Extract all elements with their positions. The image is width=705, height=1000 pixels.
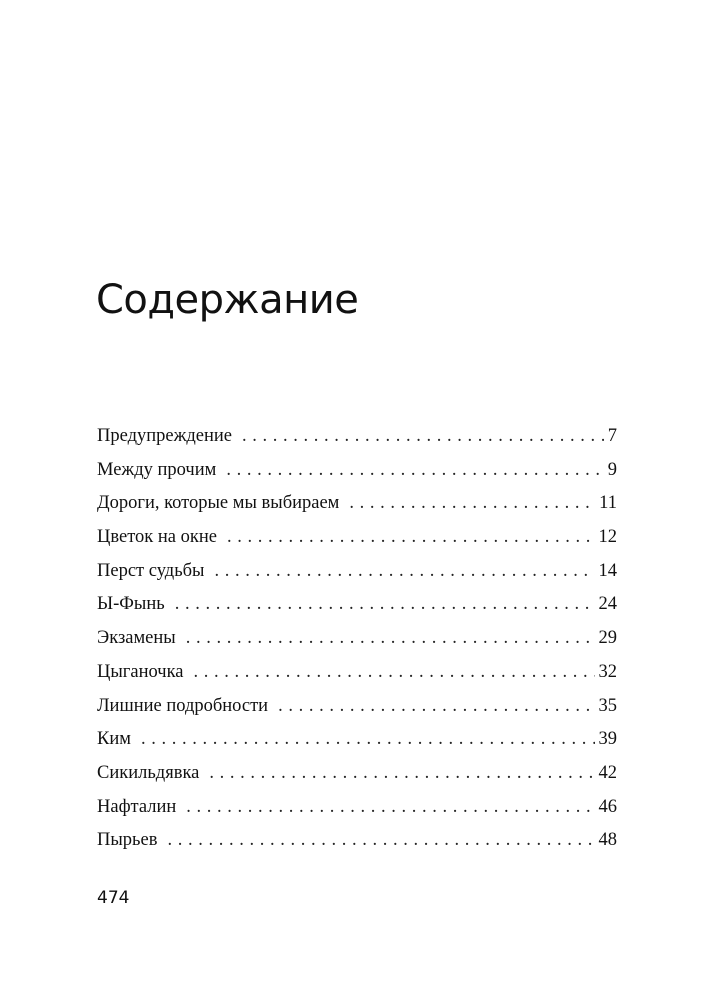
toc-entry-page: 14	[598, 560, 617, 581]
toc-entry	[97, 521, 617, 555]
toc-entry-page: 48	[598, 830, 617, 851]
toc-dot-leader	[186, 622, 595, 656]
toc-dot-leader	[175, 588, 595, 622]
toc-entry	[97, 555, 617, 589]
toc-entry	[97, 656, 617, 690]
toc-entry-page: 12	[598, 527, 617, 548]
toc-entry-page: 35	[598, 695, 617, 716]
toc-entry-title: Экзамены	[97, 628, 176, 649]
page-number: 474	[97, 888, 130, 908]
toc-entry-page: 7	[607, 426, 617, 446]
toc-entry-title: Дороги, которые мы выбираем	[97, 493, 340, 514]
toc-entry-page: 32	[598, 661, 617, 682]
toc-entry	[97, 723, 617, 757]
toc-entry	[97, 487, 617, 521]
toc-entry-title: Цветок на окне	[97, 527, 217, 548]
toc-dot-leader	[278, 690, 594, 724]
toc-dot-leader	[215, 555, 595, 589]
toc-entry-page: 39	[598, 729, 617, 750]
toc-entry	[97, 588, 617, 622]
toc-entry-page: 11	[599, 493, 617, 514]
toc-dot-leader	[227, 521, 595, 555]
toc-entry-title: Цыганочка	[97, 661, 184, 682]
toc-entry	[97, 420, 617, 454]
toc-entry	[97, 622, 617, 656]
table-of-contents	[97, 420, 617, 858]
toc-dot-leader	[186, 791, 594, 825]
toc-entry-page: 42	[598, 762, 617, 783]
toc-entry-page: 46	[598, 796, 617, 817]
toc-entry-page: 29	[598, 628, 617, 649]
toc-entry-title: Ким	[97, 729, 131, 750]
toc-entry	[97, 454, 617, 488]
toc-entry-page: 9	[607, 459, 617, 480]
toc-entry-title: Предупреждение	[97, 426, 233, 446]
toc-dot-leader	[141, 723, 595, 757]
toc-entry	[97, 791, 617, 825]
toc-dot-leader	[193, 656, 594, 690]
toc-entry-title: Сикильдявка	[97, 762, 200, 783]
toc-dot-leader	[226, 454, 603, 488]
toc-dot-leader	[167, 824, 594, 858]
toc-entry	[97, 690, 617, 724]
toc-dot-leader	[242, 420, 604, 454]
toc-dot-leader	[209, 757, 594, 791]
toc-entry	[97, 757, 617, 791]
toc-entry-page: 24	[598, 594, 617, 615]
toc-entry	[97, 824, 617, 858]
page-title: Содержание	[96, 277, 359, 323]
toc-dot-leader	[349, 487, 595, 521]
toc-entry-title: Перст судьбы	[97, 560, 205, 581]
toc-entry-title: Ы-Фынь	[97, 594, 165, 615]
toc-entry-title: Нафталин	[97, 796, 177, 817]
toc-entry-title: Между прочим	[97, 459, 217, 480]
toc-entry-title: Лишние подробности	[97, 695, 269, 716]
toc-entry-title: Пырьев	[97, 830, 158, 851]
